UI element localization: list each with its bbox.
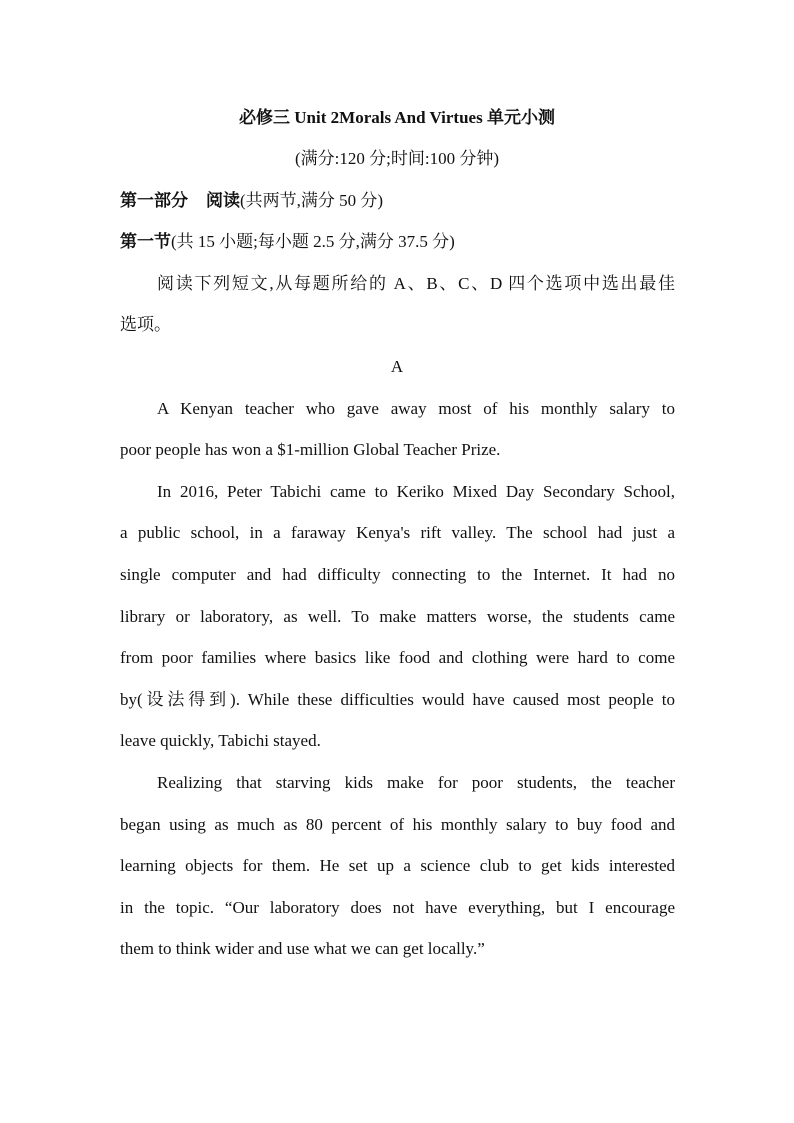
passage-line: began using as much as 80 percent of his monthly salary to buy food and	[120, 815, 675, 834]
part-heading-detail: (共两节,满分 50 分)	[240, 191, 384, 210]
section-heading-detail: (共 15 小题;每小题 2.5 分,满分 37.5 分)	[171, 232, 455, 251]
part-heading-label: 第一部分	[120, 191, 188, 210]
instruction-line: 阅读下列短文,从每题所给的 A、B、C、D 四个选项中选出最佳	[157, 274, 675, 293]
part-heading	[120, 191, 675, 211]
passage-line: a public school, in a faraway Kenya's rift valley. The school had just a	[120, 523, 675, 542]
passage-line: Realizing that starving kids make for poor students, the teacher	[157, 773, 675, 792]
section-heading-label: 第一节	[120, 232, 171, 251]
passage-line: In 2016, Peter Tabichi came to Keriko Mixed Day Secondary School,	[157, 482, 675, 501]
passage-line: library or laboratory, as well. To make matters worse, the students came	[120, 607, 675, 626]
passage-line: from poor families where basics like food and clothing were hard to come	[120, 648, 675, 667]
passage-line: single computer and had difficulty connecting to the Internet. It had no	[120, 565, 675, 584]
section-heading	[120, 232, 675, 252]
passage-line: them to think wider and use what we can get locally.”	[120, 939, 485, 958]
passage-line: in the topic. “Our laboratory does not have everything, but I encourage	[120, 898, 675, 917]
passage-label: A	[390, 357, 404, 376]
score-info: (满分:120 分;时间:100 分钟)	[295, 149, 499, 168]
passage-line: learning objects for them. He set up a science club to get kids interested	[120, 856, 675, 875]
document-title: 必修三 Unit 2Morals And Virtues 单元小测	[239, 108, 555, 127]
instruction-line: 选项。	[120, 315, 171, 334]
passage-line: by(设法得到). While these difficulties would have caused most people to	[120, 690, 675, 709]
passage-line: poor people has won a $1-million Global Teacher Prize.	[120, 440, 501, 459]
passage-line: A Kenyan teacher who gave away most of his monthly salary to	[157, 399, 675, 418]
passage-line: leave quickly, Tabichi stayed.	[120, 731, 321, 750]
part-heading-topic: 阅读	[206, 191, 240, 210]
